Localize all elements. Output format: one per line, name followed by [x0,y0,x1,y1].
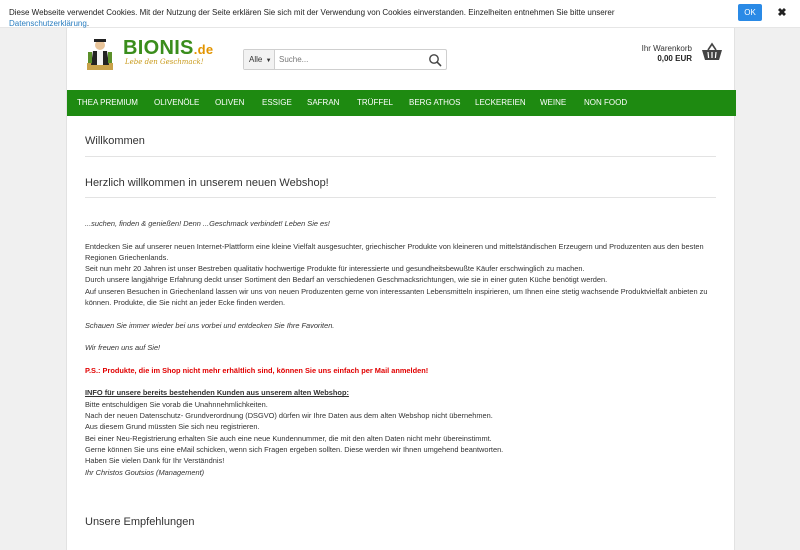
nav-item-trueffel[interactable]: TRÜFFEL [357,98,393,107]
mascot-logo-icon [85,37,115,71]
nav-item-berg-athos[interactable]: BERG ATHOS [409,98,461,107]
info-line: Nach der neuen Datenschutz- Grundverordnung (DSGVO) dürfen wir Ihre Daten aus dem alten Webshop nicht übernehmen. [85,411,493,421]
info-heading: INFO für unsere bereits bestehenden Kunden aus unserem alten Webshop: [85,388,349,398]
search-bar [243,49,447,70]
search-input[interactable] [279,52,419,67]
intro-paragraph: Seit nun mehr 20 Jahren ist unser Bestreben qualitativ hochwertige Produkte für interessierte und gesundheitsbewußte Käufer erschwinglich zu machen. [85,264,585,274]
logo-tld: .de [193,42,214,57]
info-line: Aus diesem Grund müssten Sie sich neu registrieren. [85,422,260,432]
divider [85,156,716,157]
info-line: Haben Sie vielen Dank für Ihr Verständnis! [85,456,225,466]
welcome-text [85,218,716,478]
ps-notice: P.S.: Produkte, die im Shop nicht mehr erhältlich sind, können Sie uns einfach per Mail anmelden! [85,365,429,375]
cookie-text: Diese Webseite verwendet Cookies. Mit der Nutzung der Seite erklären Sie sich mit der Verwendung von Cookies einverstanden. Einzelheiten entnehmen Sie bitte unserer [9,8,615,17]
page-title: Willkommen [85,135,145,147]
info-line: Gerne können Sie uns eine eMail schicken, wenn sich Fragen ergeben sollten. Diese werden wir Ihnen umgehend beantworten. [85,444,504,454]
cookie-link-suffix: . [86,19,90,28]
search-category-label: Alle [249,55,263,64]
site-logo[interactable] [85,37,220,71]
nav-item-non-food[interactable]: NON FOOD [584,98,628,107]
cookie-message [9,7,709,29]
info-line: Bitte entschuldigen Sie vorab die Unahnnehmlichkeiten. [85,399,268,409]
main-navigation [67,90,736,116]
cookie-ok-button[interactable]: OK [738,4,762,21]
divider [85,197,716,198]
close-icon[interactable]: ✖ [777,7,787,19]
signature: Ihr Christos Goutsios (Management) [85,467,205,477]
nav-item-olivenoele[interactable]: OLIVENÖLE [154,98,200,107]
nav-item-oliven[interactable]: OLIVEN [215,98,245,107]
visit-again-text: Schauen Sie immer wieder bei uns vorbei und entdecken Sie Ihre Favoriten. [85,320,335,330]
info-line: Bei einer Neu-Registrierung erhalten Sie auch eine neue Kundennummer, die mit den alten Daten nicht mehr übereinstimmt. [85,433,492,443]
search-icon[interactable] [428,53,442,67]
search-category-select[interactable] [244,50,275,69]
happy-text: Wir freuen uns auf Sie! [85,343,161,353]
recommendations-heading: Unsere Empfehlungen [85,516,195,528]
nav-item-safran[interactable]: SAFRAN [307,98,340,107]
greeting-heading: Herzlich willkommen in unserem neuen Webshop! [85,177,329,189]
cart-label[interactable]: Ihr Warenkorb [641,44,692,53]
privacy-policy-link[interactable]: Datenschutzerklärung [9,19,87,28]
intro-paragraph: Auf unseren Besuchen in Griechenland lassen wir uns von neuen Produzenten gerne von interessanten Lebensmitteln inspirieren, um Ihnen eine stetig wachsende Produktvielfalt anbieten zu können. Produkte, die Sie nicht an jeder Ecke finden werden. [85,286,708,308]
tagline: ...suchen, finden & genießen! Denn ...Geschmack verbindet! Leben Sie es! [85,219,330,228]
nav-item-thea-premium[interactable]: THEA PREMIUM [77,98,138,107]
logo-main: BIONIS [123,37,194,59]
cookie-banner [0,0,800,28]
basket-icon[interactable] [701,42,723,62]
intro-paragraph: Durch unsere langjährige Erfahrung deckt unser Sortiment den Bedarf an verschiedenen Geschmacksrichtungen, wie sie in einer guten Küche benötigt werden. [85,275,608,285]
cart-total[interactable]: 0,00 EUR [657,54,692,63]
logo-wordmark [123,37,213,60]
page-container [66,28,735,550]
nav-item-essige[interactable]: ESSIGE [262,98,292,107]
nav-item-leckereien[interactable]: LECKEREIEN [475,98,526,107]
nav-item-weine[interactable]: WEINE [540,98,567,107]
intro-paragraph: Entdecken Sie auf unserer neuen Internet-Plattform eine kleine Vielfalt ausgesuchter, griechischer Produkte von kleineren und mittelständischen Erzeugern und Produzenten aus den besten Regionen Griechenlands. [85,241,704,262]
logo-slogan: Lebe den Geschmack! [125,58,204,66]
caret-down-icon: ▼ [265,58,272,64]
